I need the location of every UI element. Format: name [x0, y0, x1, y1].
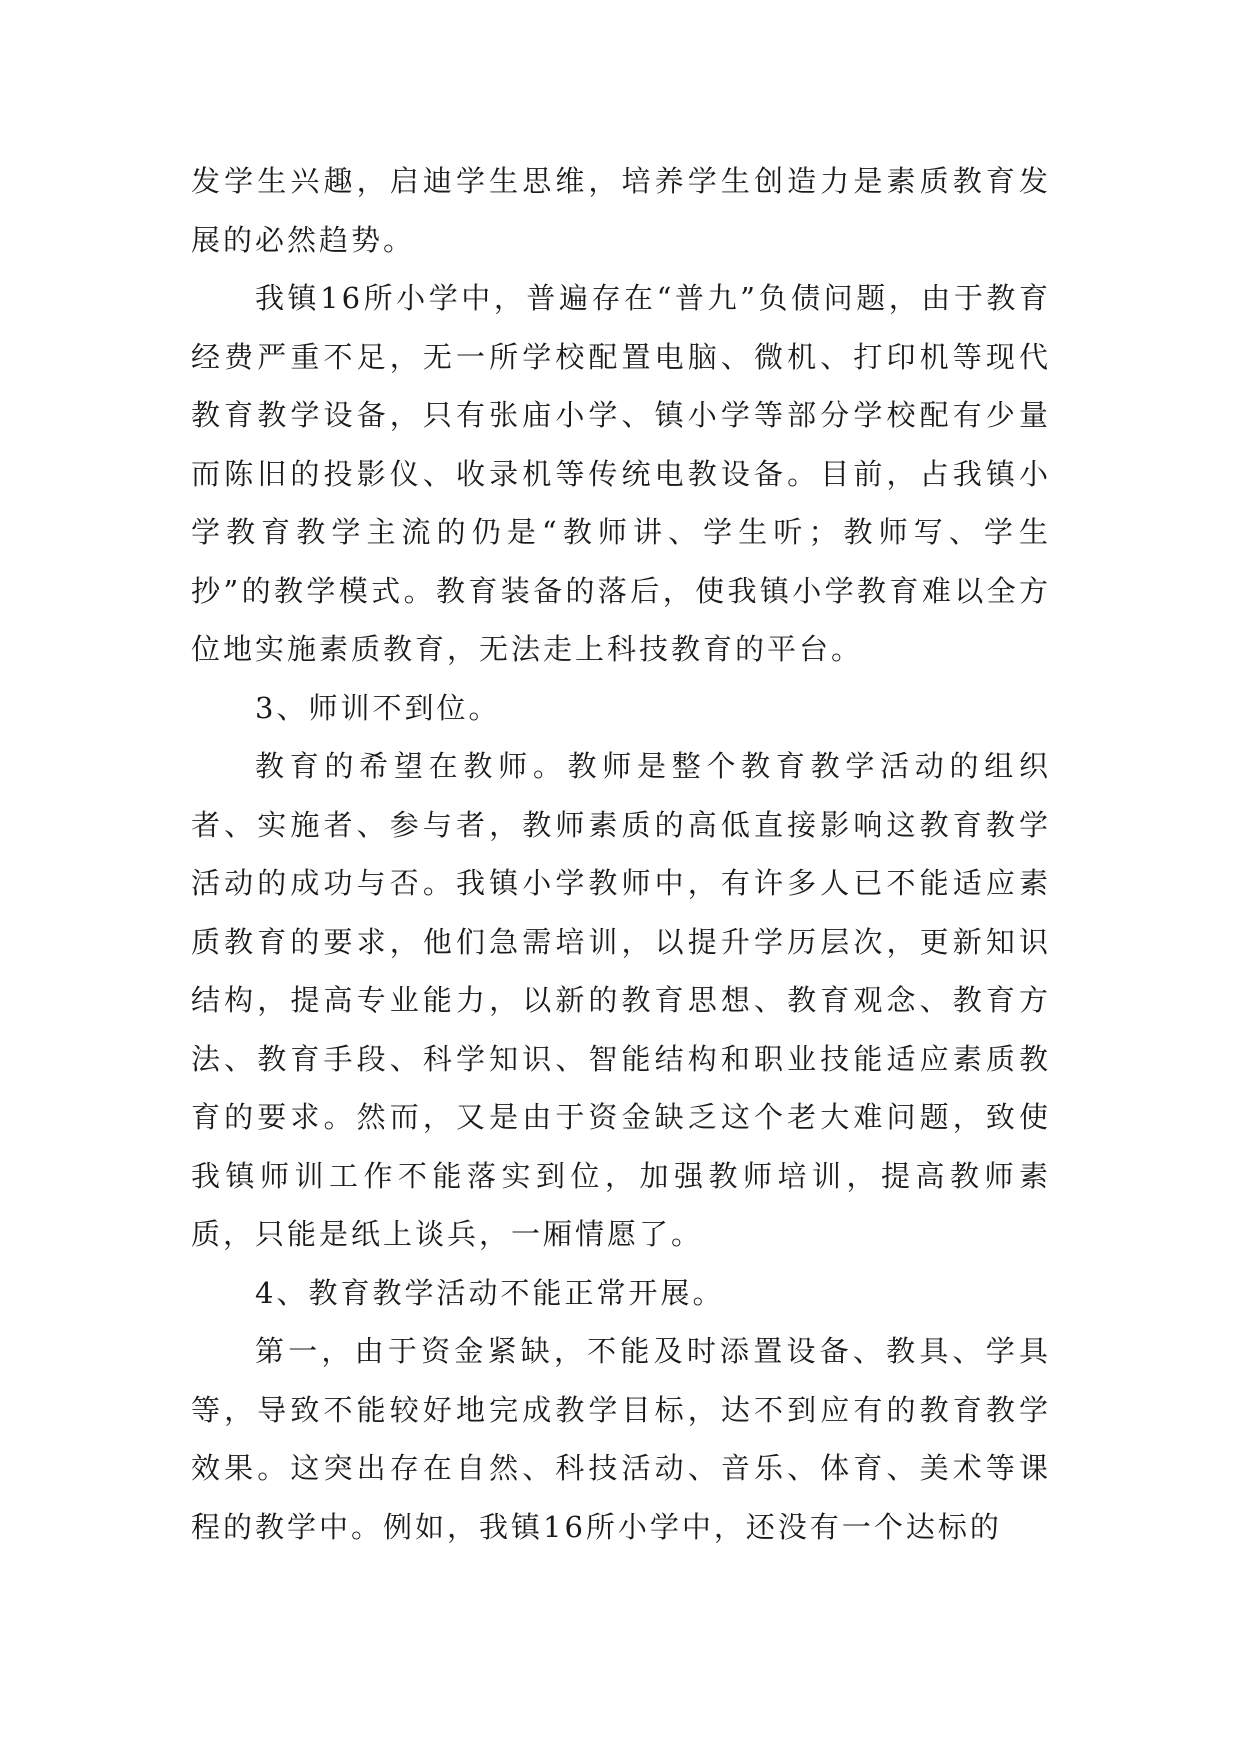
section-heading-teaching-activities: 4、教育教学活动不能正常开展。	[255, 1275, 725, 1310]
paragraph-equipment: 我镇16所小学中，普遍存在“普九”负债问题，由于教育经费严重不足，无一所学校配置电脑、微机、打印机等现代教育教学设备，只有张庙小学、镇小学等部分学校配有少量而陈旧的投影仪、收录机等传统电教设备。目前，占我镇小学教育教学主流的仍是“教师讲、学生听；教师写、学生抄”的教学模式。教育装备的落后，使我镇小学教育难以全方位地实施素质教育，无法走上科技教育的平台。	[191, 281, 1051, 666]
document-body	[191, 152, 1051, 1556]
section-heading-teacher-training: 3、师训不到位。	[255, 690, 501, 725]
paragraph-teaching-activities: 第一，由于资金紧缺，不能及时添置设备、教具、学具等，导致不能较好地完成教学目标，达不到应有的教育教学效果。这突出存在自然、科技活动、音乐、体育、美术等课程的教学中。例如，我镇16所小学中，还没有一个达标的	[191, 1334, 1051, 1544]
paragraph-continuation: 发学生兴趣，启迪学生思维，培养学生创造力是素质教育发展的必然趋势。	[191, 164, 1051, 257]
paragraph-teacher-training: 教育的希望在教师。教师是整个教育教学活动的组织者、实施者、参与者，教师素质的高低直接影响这教育教学活动的成功与否。我镇小学教师中，有许多人已不能适应素质教育的要求，他们急需培训，以提升学历层次，更新知识结构，提高专业能力，以新的教育思想、教育观念、教育方法、教育手段、科学知识、智能结构和职业技能适应素质教育的要求。然而，又是由于资金缺乏这个老大难问题，致使我镇师训工作不能落实到位，加强教师培训，提高教师素质，只能是纸上谈兵，一厢情愿了。	[191, 749, 1051, 1251]
